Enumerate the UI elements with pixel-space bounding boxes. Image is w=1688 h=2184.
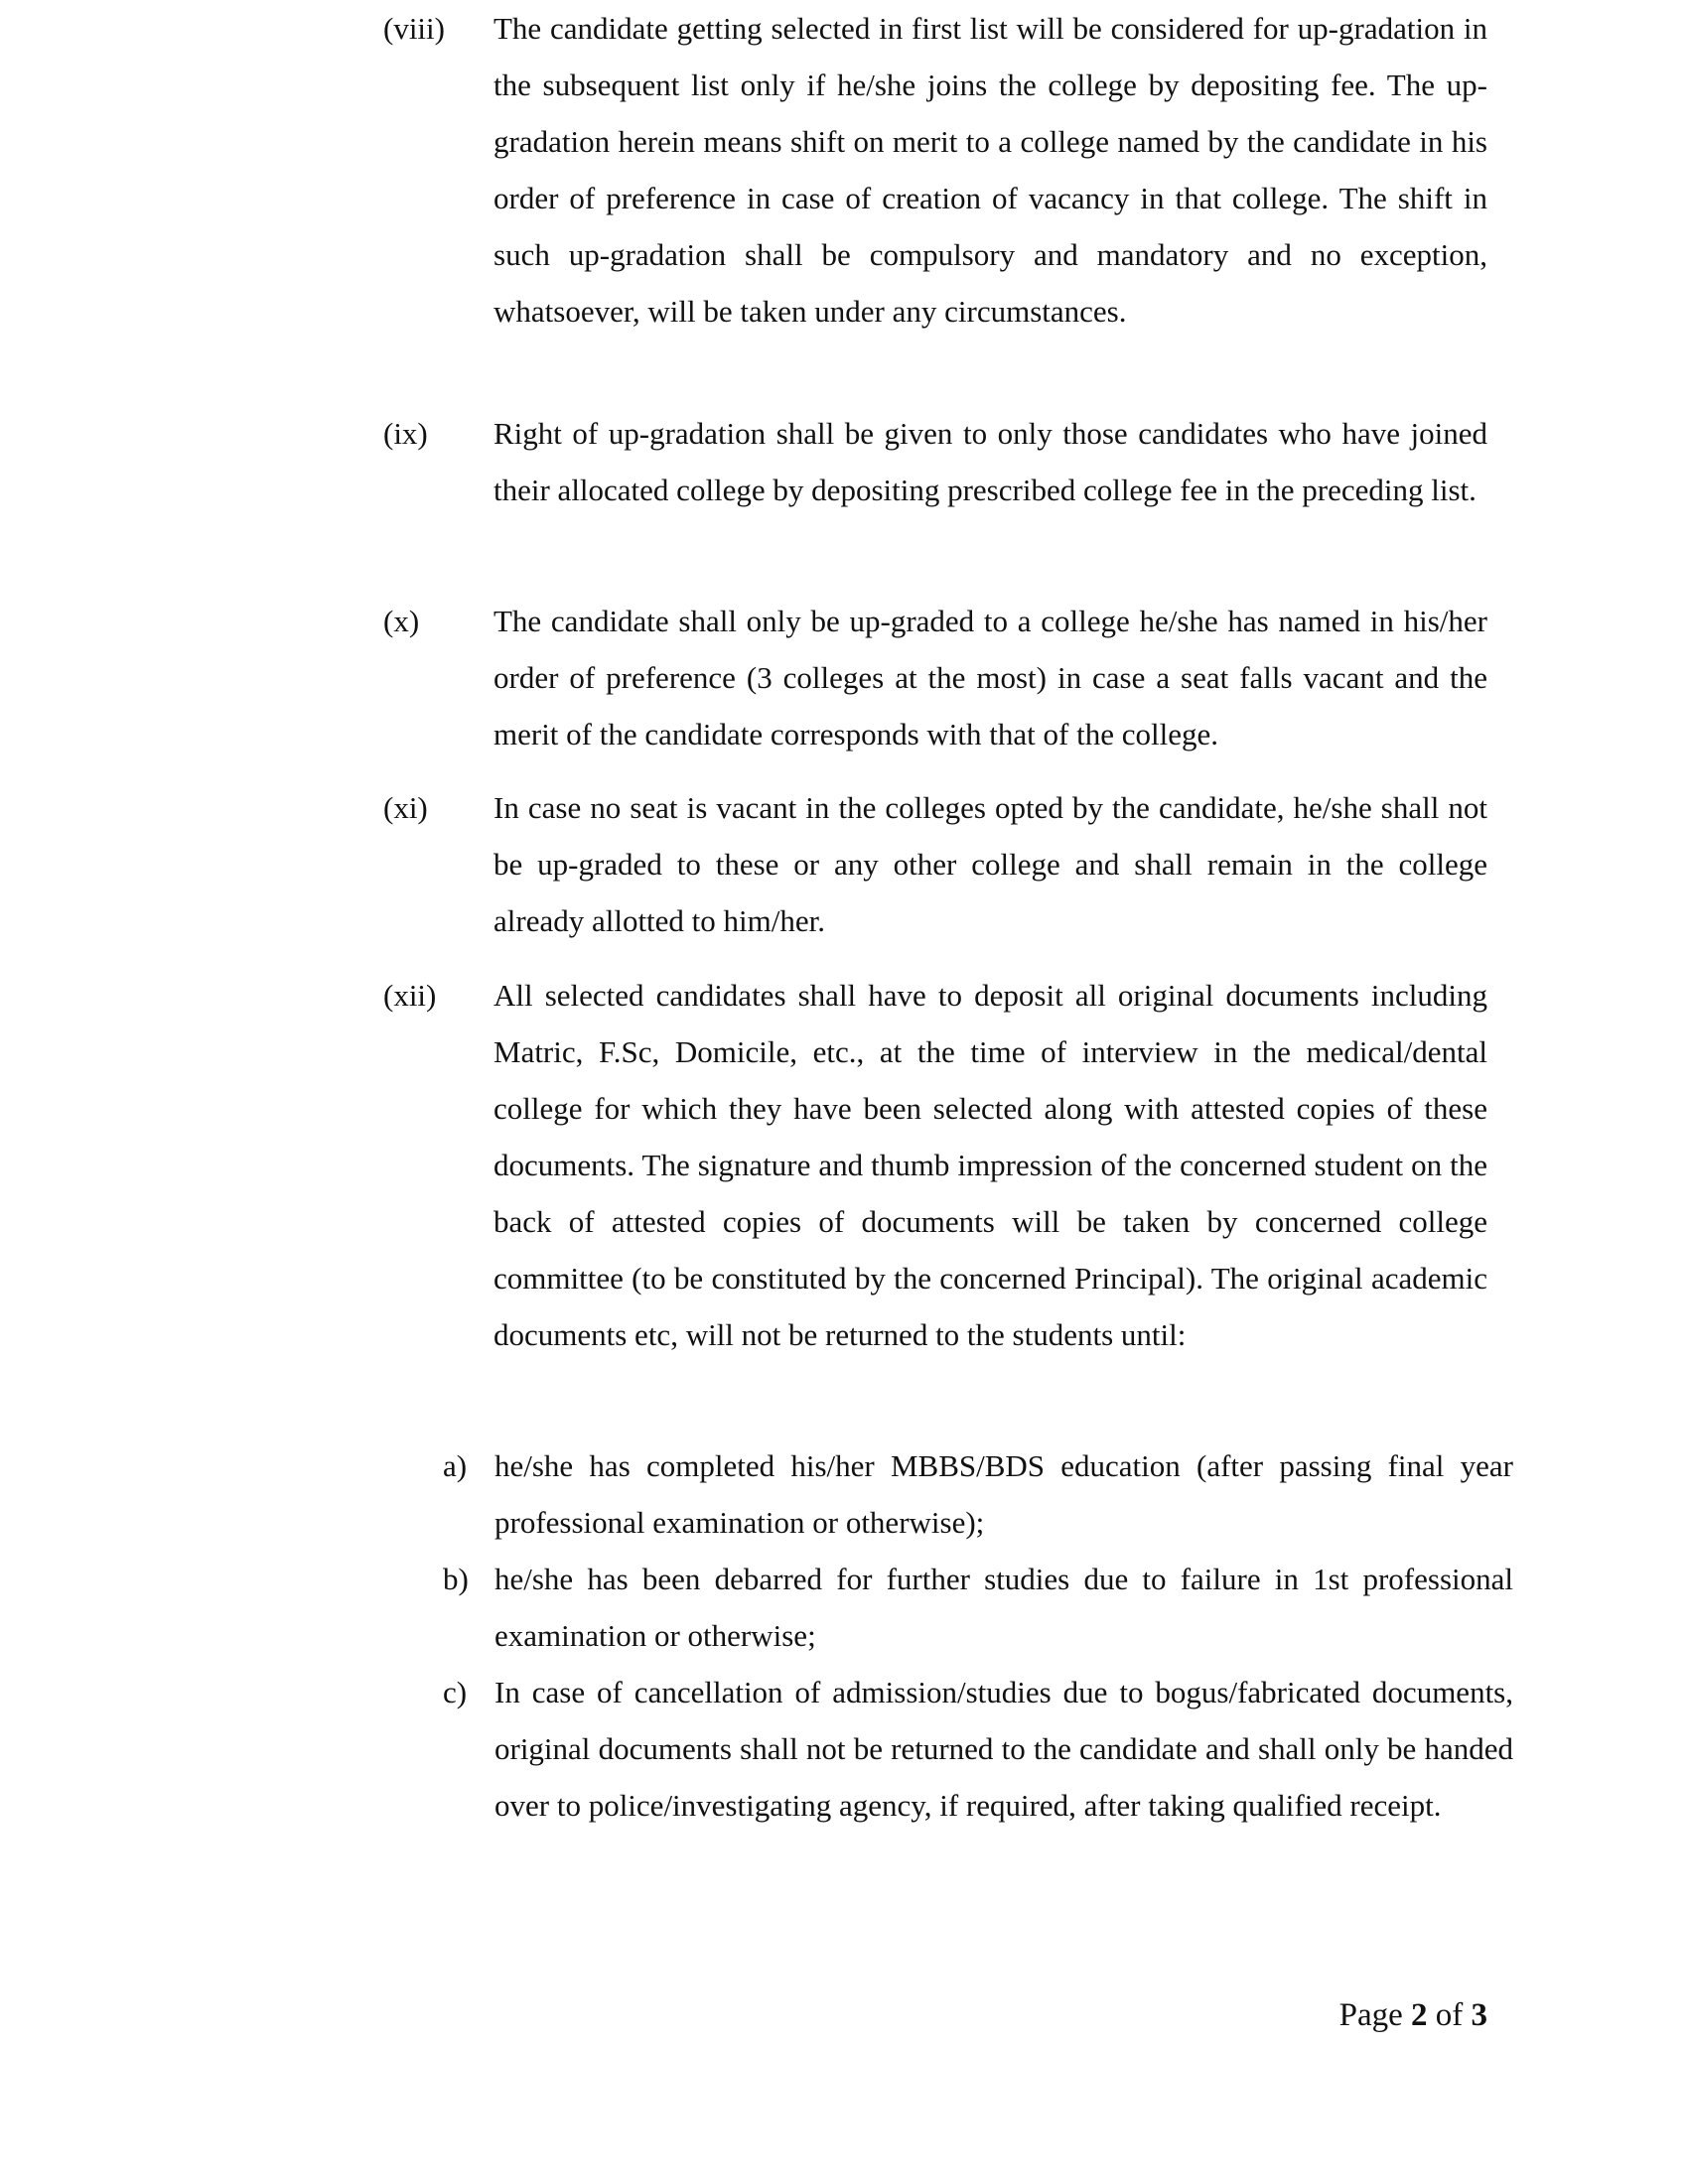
total-page-count: 3 [1471, 1997, 1487, 2033]
clause-text: The candidate getting selected in first list will be considered for up-gradation in the subsequent list only if he/she joins the college by depositing fee. The up-gradation herein means shift on merit to a college named by the candidate in his order of preference in case of creation of vacancy in that college. The shift in such up-gradation shall be compulsory and mandatory and no exception, whatsoever, will be taken under any circumstances. [493, 11, 1487, 329]
clause-number: (xi) [383, 790, 428, 825]
sub-item-label: b) [443, 1562, 469, 1596]
page-word: Page [1338, 1997, 1403, 2033]
clause-text: The candidate shall only be up-graded to a college he/she has named in his/her order of preference (3 colleges at the most) in case a seat falls vacant and the merit of the candidate corresponds with that of the college. [493, 604, 1487, 751]
clause-number: (xii) [383, 978, 437, 1013]
current-page-number: 2 [1411, 1997, 1428, 2033]
clause-text: All selected candidates shall have to deposit all original documents including Matric, F.Sc, Domicile, etc., at the time of interview in the medical/dental college for which they have been selected along with attested copies of these documents. The signature and thumb impression of the concerned student on the back of attested copies of documents will be taken by concerned college committee (to be constituted by the concerned Principal). The original academic documents etc, will not be returned to the students until: [493, 978, 1487, 1352]
sub-item-label: a) [443, 1448, 468, 1483]
sub-item-text: In case of cancellation of admission/studies due to bogus/fabricated documents, original documents shall not be returned to the candidate and shall only be handed over to police/investigating agency, if required, after taking qualified receipt. [494, 1675, 1513, 1823]
of-word: of [1435, 1997, 1464, 2033]
sub-item-label: c) [443, 1675, 468, 1709]
clause-number: (viii) [383, 11, 445, 46]
page-number-footer [1339, 1995, 1487, 2035]
clause-number: (x) [383, 604, 420, 638]
sub-item-text: he/she has been debarred for further studies due to failure in 1st professional examination or otherwise; [494, 1562, 1513, 1653]
clause-text: Right of up-gradation shall be given to only those candidates who have joined their allocated college by depositing prescribed college fee in the preceding list. [493, 416, 1487, 507]
sub-item-text: he/she has completed his/her MBBS/BDS education (after passing final year professional examination or otherwise); [494, 1448, 1513, 1540]
clause-number: (ix) [383, 416, 428, 451]
clause-text: In case no seat is vacant in the colleges opted by the candidate, he/she shall not be up-graded to these or any other college and shall remain in the college already allotted to him/her. [493, 790, 1487, 938]
